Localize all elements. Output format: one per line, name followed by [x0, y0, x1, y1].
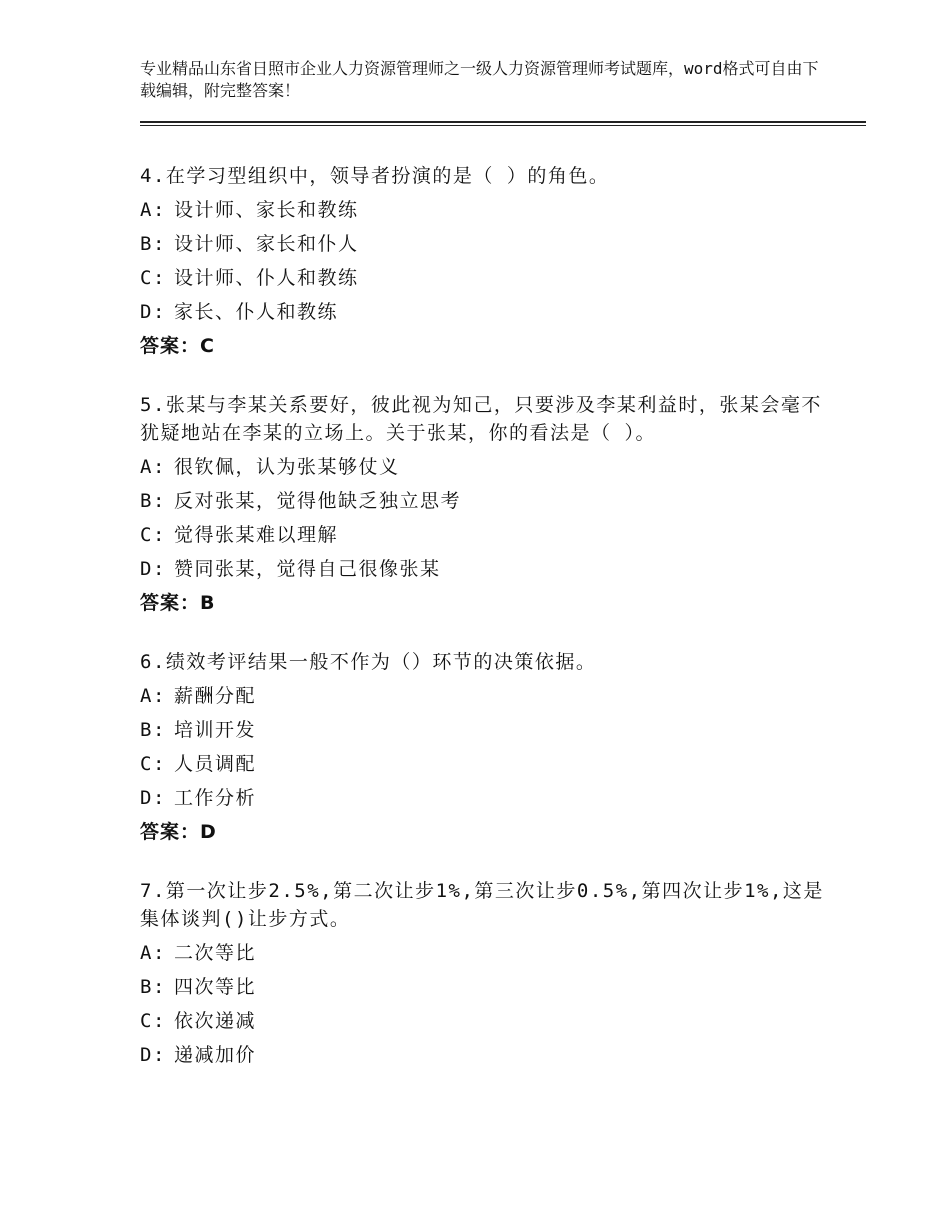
option-a	[140, 453, 840, 481]
answer-label: 答案：B	[140, 592, 216, 614]
question-6	[140, 648, 840, 846]
option-text: 培训开发	[174, 719, 257, 741]
option-letter: A:	[140, 456, 166, 478]
option-text: 设计师、仆人和教练	[174, 267, 359, 289]
question-7	[140, 877, 840, 1069]
option-text: 设计师、家长和教练	[174, 199, 359, 221]
option-letter: D:	[140, 787, 166, 809]
question-5	[140, 391, 840, 617]
answer-label: 答案：C	[140, 335, 215, 357]
option-text: 人员调配	[174, 753, 257, 775]
option-d	[140, 298, 840, 326]
option-b	[140, 230, 840, 258]
question-list	[140, 162, 840, 1100]
option-d	[140, 1041, 840, 1069]
option-text: 觉得张某难以理解	[174, 524, 339, 546]
option-a	[140, 939, 840, 967]
question-stem: 4.在学习型组织中，领导者扮演的是（ ）的角色。	[140, 165, 610, 187]
option-c	[140, 521, 840, 549]
option-letter: A:	[140, 685, 166, 707]
option-text: 递减加价	[174, 1044, 257, 1066]
answer-label: 答案：D	[140, 821, 217, 843]
option-letter: D:	[140, 558, 166, 580]
option-d	[140, 784, 840, 812]
option-c	[140, 1007, 840, 1035]
option-text: 家长、仆人和教练	[174, 301, 339, 323]
option-text: 薪酬分配	[174, 685, 257, 707]
question-stem: 7.第一次让步2.5%,第二次让步1%,第三次让步0.5%,第四次让步1%,这是集体谈判()让步方式。	[140, 880, 824, 930]
option-letter: A:	[140, 199, 166, 221]
option-b	[140, 487, 840, 515]
option-text: 反对张某，觉得他缺乏独立思考	[174, 490, 462, 512]
option-letter: C:	[140, 753, 166, 775]
option-text: 工作分析	[174, 787, 257, 809]
option-letter: B:	[140, 490, 166, 512]
option-letter: B:	[140, 233, 166, 255]
header-rule-thick	[140, 121, 866, 123]
question-stem: 6.绩效考评结果一般不作为（）环节的决策依据。	[140, 651, 597, 673]
question-4	[140, 162, 840, 360]
option-b	[140, 716, 840, 744]
option-letter: A:	[140, 942, 166, 964]
option-letter: B:	[140, 719, 166, 741]
option-letter: C:	[140, 267, 166, 289]
question-stem: 5.张某与李某关系要好，彼此视为知己，只要涉及李某利益时，张某会毫不犹疑地站在李某的立场上。关于张某，你的看法是（ ）。	[140, 394, 822, 444]
header-rule-thin	[140, 125, 866, 126]
option-letter: C:	[140, 524, 166, 546]
document-header: 专业精品山东省日照市企业人力资源管理师之一级人力资源管理师考试题库，word格式可自由下载编辑，附完整答案！	[140, 59, 819, 100]
option-letter: D:	[140, 1044, 166, 1066]
option-c	[140, 750, 840, 778]
option-text: 依次递减	[174, 1010, 257, 1032]
option-a	[140, 682, 840, 710]
option-letter: D:	[140, 301, 166, 323]
option-letter: B:	[140, 976, 166, 998]
option-text: 很钦佩，认为张某够仗义	[174, 456, 400, 478]
option-text: 设计师、家长和仆人	[174, 233, 359, 255]
option-letter: C:	[140, 1010, 166, 1032]
option-text: 二次等比	[174, 942, 257, 964]
option-text: 赞同张某，觉得自己很像张某	[174, 558, 441, 580]
option-c	[140, 264, 840, 292]
option-b	[140, 973, 840, 1001]
option-text: 四次等比	[174, 976, 257, 998]
option-d	[140, 555, 840, 583]
option-a	[140, 196, 840, 224]
